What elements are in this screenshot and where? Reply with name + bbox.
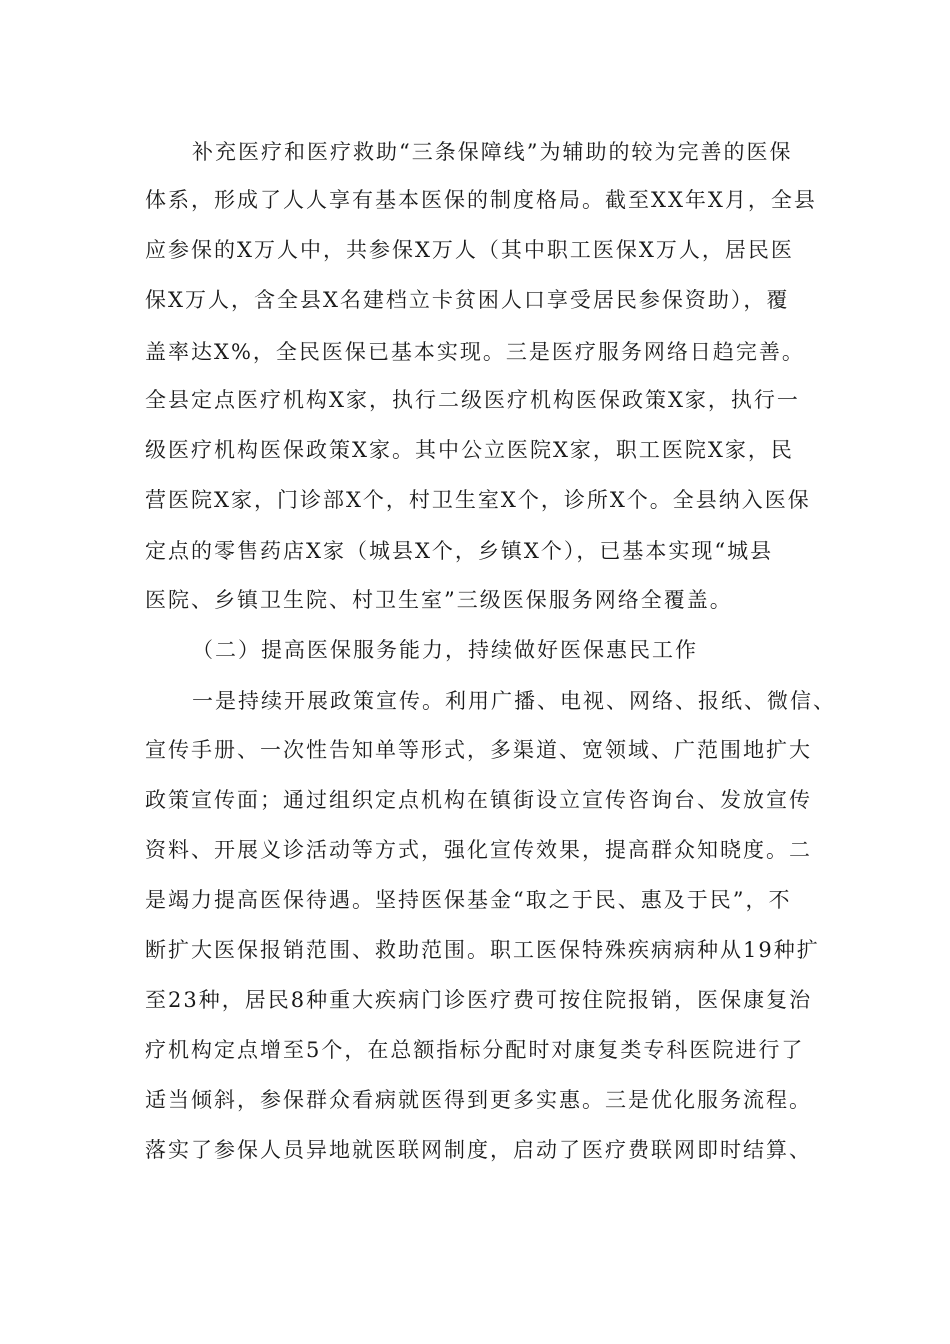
text-line: 疗机构定点增至5个，在总额指标分配时对康复类专科医院进行了 (145, 1038, 805, 1062)
text-line: 保X万人，含全县X名建档立卡贫困人口享受居民参保资助），覆 (145, 288, 790, 312)
text-line: 盖率达X%，全民医保已基本实现。三是医疗服务网络日趋完善。 (145, 340, 805, 364)
text-line: 全县定点医疗机构X家，执行二级医疗机构医保政策X家，执行一 (145, 388, 800, 412)
text-line: 一是持续开展政策宣传。利用广播、电视、网络、报纸、微信、 (192, 689, 836, 713)
text-line: 补充医疗和医疗救助“三条保障线”为辅助的较为完善的医保 (192, 140, 793, 164)
text-line: 是竭力提高医保待遇。坚持医保基金“取之于民、惠及于民”，不 (145, 888, 792, 912)
text-line: 应参保的X万人中，共参保X万人（其中职工医保X万人，居民医 (145, 238, 794, 262)
text-line: 至23种，居民8种重大疾病门诊医疗费可按住院报销，医保康复治 (145, 988, 813, 1012)
text-line: 政策宣传面；通过组织定点机构在镇街设立宣传咨询台、发放宣传 (145, 788, 812, 812)
text-line: 定点的零售药店X家（城县X个，乡镇X个），已基本实现“城县 (145, 539, 774, 563)
text-line: 落实了参保人员异地就医联网制度，启动了医疗费联网即时结算、 (145, 1138, 812, 1162)
text-line: 资料、开展义诊活动等方式，强化宣传效果，提高群众知晓度。二 (145, 838, 812, 862)
section-heading: （二）提高医保服务能力，持续做好医保惠民工作 (192, 638, 698, 662)
text-line: 营医院X家，门诊部X个，村卫生室X个，诊所X个。全县纳入医保 (145, 488, 811, 512)
text-line: 级医疗机构医保政策X家。其中公立医院X家，职工医院X家，民 (145, 438, 794, 462)
text-line: 医院、乡镇卫生院、村卫生室”三级医保服务网络全覆盖。 (145, 588, 733, 612)
text-line: 适当倾斜，参保群众看病就医得到更多实惠。三是优化服务流程。 (145, 1088, 812, 1112)
text-line: 断扩大医保报销范围、救助范围。职工医保特殊疾病病种从19种扩 (145, 938, 820, 962)
text-line: 宣传手册、一次性告知单等形式，多渠道、宽领域、广范围地扩大 (145, 738, 812, 762)
text-line: 体系，形成了人人享有基本医保的制度格局。截至XX年X月，全县 (145, 188, 817, 212)
